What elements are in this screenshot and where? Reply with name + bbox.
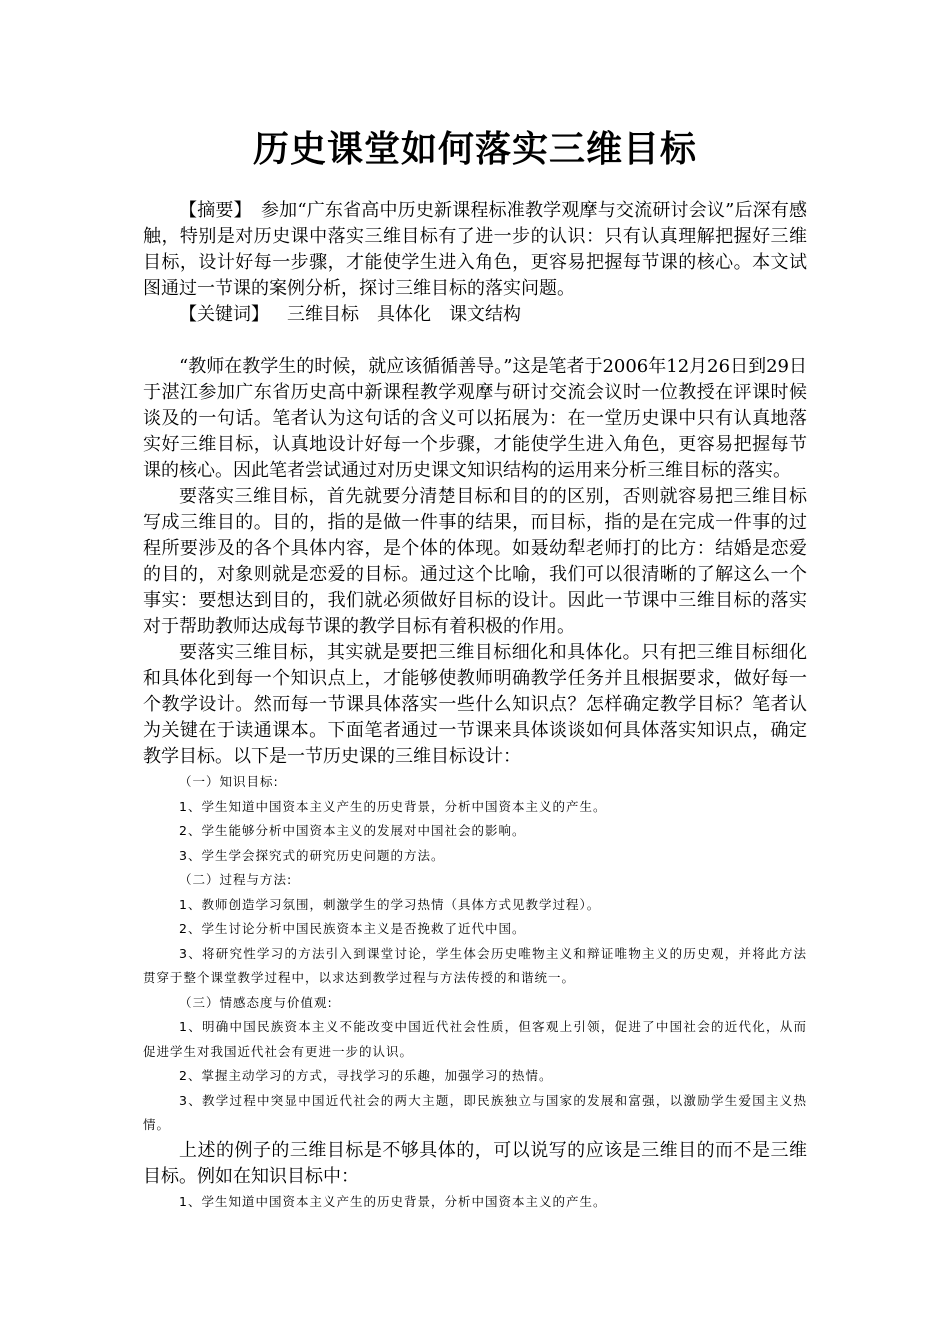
abstract-text: 参加“广东省高中历史新课程标准教学观摩与交流研讨会议”后深有感触，特别是对历史课中落实三维目标有了进一步的认识：只有认真理解把握好三维目标，设计好每一步骤，才能使学生进入角色，更容易把握每节课的核心。本文试图通过一节课的案例分析，探讨三维目标的落实问题。 <box>143 200 808 299</box>
design-item: 1、教师创造学习氛围，刺激学生的学习热情（具体方式见教学过程）。 <box>179 896 601 912</box>
body-paragraph: “教师在教学生的时候，就应该循循善导。”这是笔者于2006年12月26日到29日于湛江参加广东省历史高中新课程教学观摩与研讨交流会议时一位教授在评课时候谈及的一句话。笔者认为这句话的含义可以拓展为：在一堂历史课中只有认真地落实好三维目标，认真地设计好每一个步骤，才能使学生进入角色，更容易把握每节课的核心。因此笔者尝试通过对历史课文知识结构的运用来分析三维目标的落实。 <box>143 356 807 481</box>
keyword-item: 三维目标 <box>287 304 359 325</box>
abstract-label: 【摘要】 <box>179 200 243 221</box>
keywords-paragraph <box>143 302 807 328</box>
keyword-item: 具体化 <box>377 304 431 325</box>
abstract-paragraph <box>143 198 807 302</box>
spacer <box>143 328 807 354</box>
design-heading: （一）知识目标: <box>179 774 279 789</box>
closing-item: 1、学生知道中国资本主义产生的历史背景，分析中国资本主义的产生。 <box>179 1193 607 1209</box>
closing-paragraph: 上述的例子的三维目标是不够具体的，可以说写的应该是三维目的而不是三维目标。例如在知识目标中： <box>143 1139 807 1187</box>
design-heading: （二）过程与方法: <box>179 872 293 887</box>
design-heading: （三）情感态度与价值观: <box>179 994 333 1010</box>
design-item: 3、教学过程中突显中国近代社会的两大主题，即民族独立与国家的发展和富强，以激励学生爱国主义热情。 <box>143 1092 807 1132</box>
keyword-item: 课文结构 <box>449 304 521 325</box>
design-item: 2、掌握主动学习的方式，寻找学习的乐趣，加强学习的热情。 <box>179 1068 553 1083</box>
design-item: 2、学生能够分析中国资本主义的发展对中国社会的影响。 <box>179 823 526 838</box>
document-body <box>143 198 807 1214</box>
design-item: 1、学生知道中国资本主义产生的历史背景，分析中国资本主义的产生。 <box>179 798 607 814</box>
body-paragraph: 要落实三维目标，其实就是要把三维目标细化和具体化。只有把三维目标细化和具体化到每一个知识点上，才能够使教师明确教学任务并且根据要求，做好每一个教学设计。然而每一节课具体落实一些什么知识点？怎样确定教学目标？笔者认为关键在于读通课本。下面笔者通过一节课来具体谈谈如何具体落实知识点，确定教学目标。以下是一节历史课的三维目标设计： <box>143 642 807 767</box>
body-paragraph: 要落实三维目标，首先就要分清楚目标和目的的区别，否则就容易把三维目标写成三维目的。目的，指的是做一件事的结果，而目标，指的是在完成一件事的过程所要涉及的各个具体内容，是个体的体现。如聂幼犁老师打的比方：结婚是恋爱的目的，对象则就是恋爱的目标。通过这个比喻，我们可以很清晰的了解这么一个事实：要想达到目的，我们就必须做好目标的设计。因此一节课中三维目标的落实对于帮助教师达成每节课的教学目标有着积极的作用。 <box>143 486 807 637</box>
keywords-label: 【关键词】 <box>179 304 269 325</box>
design-item: 2、学生讨论分析中国民族资本主义是否挽救了近代中国。 <box>179 921 526 936</box>
document-title: 历史课堂如何落实三维目标 <box>252 129 697 170</box>
design-item: 3、将研究性学习的方法引入到课堂讨论，学生体会历史唯物主义和辩证唯物主义的历史观，并将此方法贯穿于整个课堂教学过程中，以求达到教学过程与方法传授的和谐统一。 <box>143 945 807 985</box>
design-item: 1、明确中国民族资本主义不能改变中国近代社会性质，但客观上引领，促进了中国社会的近代化，从而促进学生对我国近代社会有更进一步的认识。 <box>143 1019 807 1059</box>
design-item: 3、学生学会探究式的研究历史问题的方法。 <box>179 847 445 863</box>
